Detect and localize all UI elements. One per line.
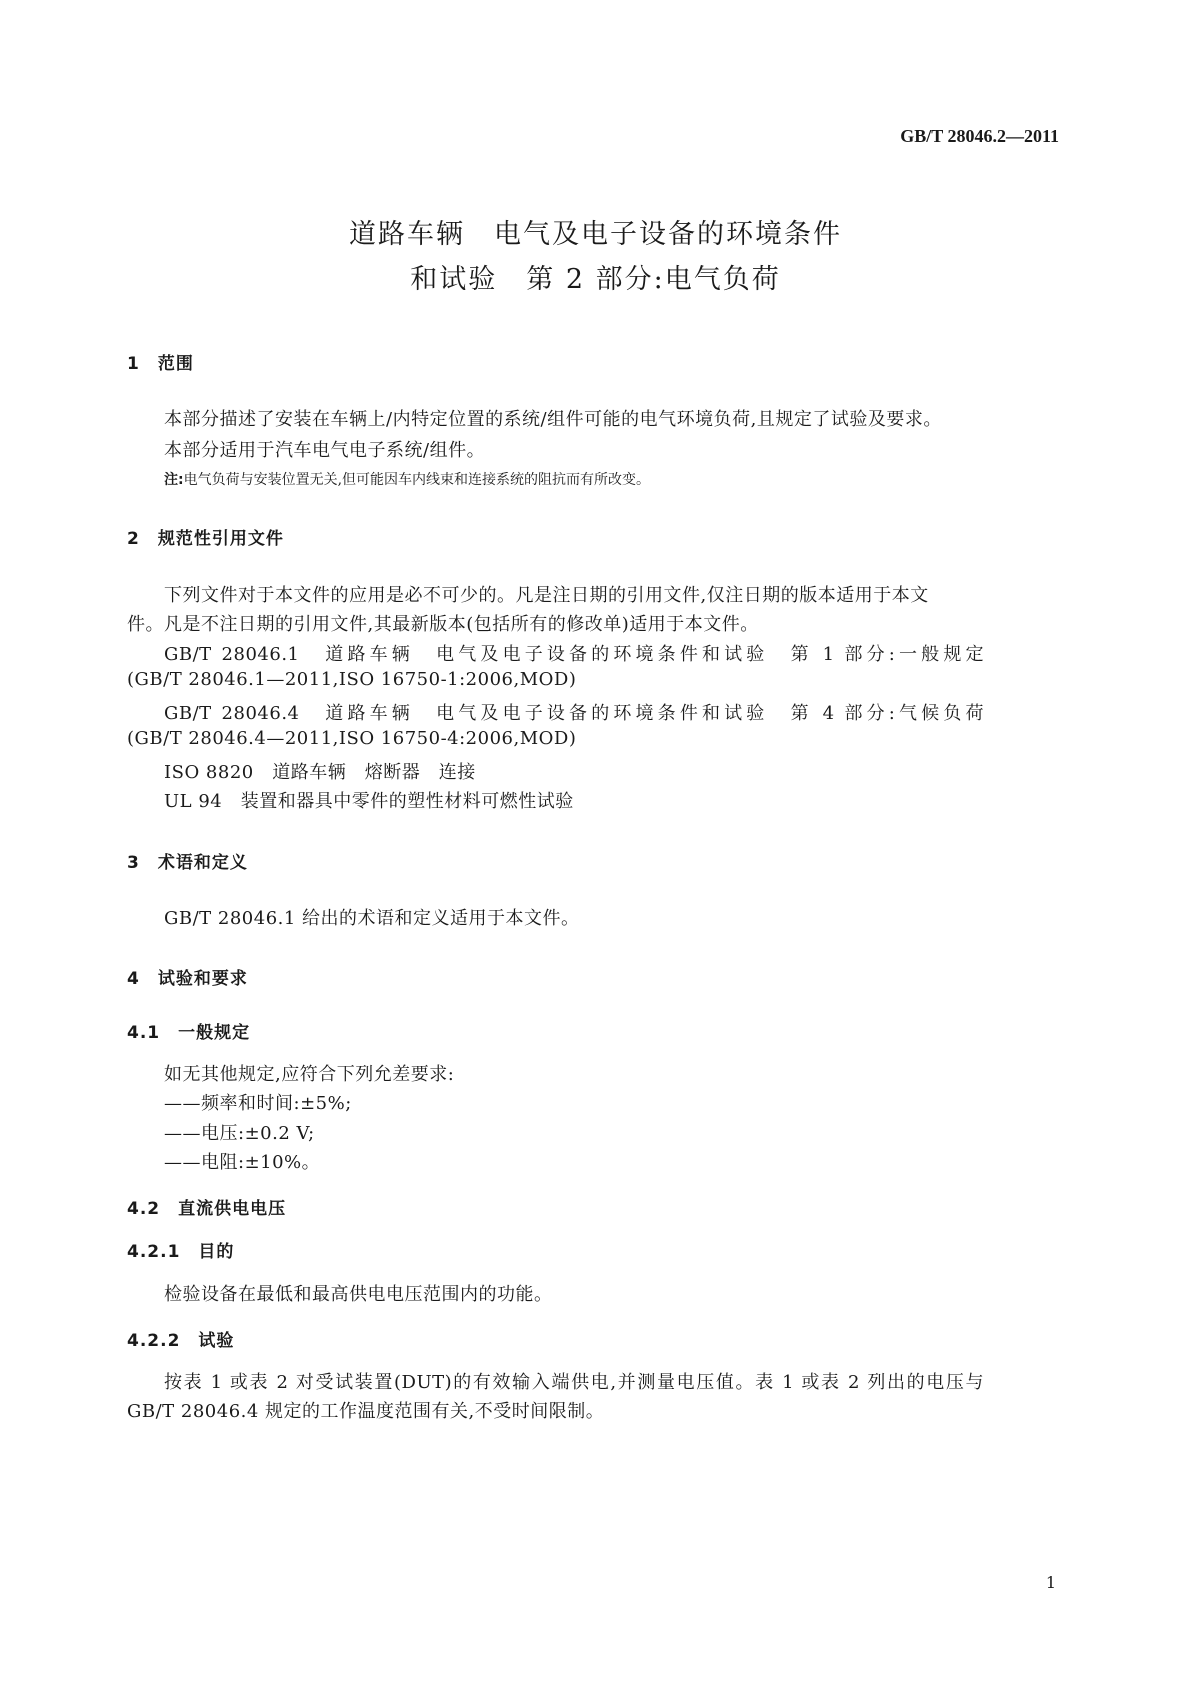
section-4-2-2-heading: 4.2.2 试验	[127, 1331, 235, 1351]
section-1-note	[164, 469, 650, 489]
section-1-heading: 1 范围	[127, 354, 194, 374]
section-4-2-2-paragraph-line-2: GB/T 28046.4 规定的工作温度范围有关,不受时间限制。	[127, 1401, 605, 1422]
section-2-paragraph-line-2: 件。凡是不注日期的引用文件,其最新版本(包括所有的修改单)适用于本文件。	[127, 614, 759, 635]
document-number: GB/T 28046.2—2011	[900, 126, 1059, 146]
tolerance-item-frequency-time: ——频率和时间:±5%;	[164, 1093, 352, 1114]
section-4-heading: 4 试验和要求	[127, 969, 248, 989]
reference-3: ISO 8820 道路车辆 熔断器 连接	[164, 762, 476, 783]
section-1-paragraph-2: 本部分适用于汽车电气电子系统/组件。	[164, 440, 486, 461]
note-label: 注:	[164, 472, 184, 488]
section-4-2-1-heading: 4.2.1 目的	[127, 1242, 235, 1262]
reference-1-line-1: GB/T 28046.1 道路车辆 电气及电子设备的环境条件和试验 第 1 部分:一般规定	[164, 644, 984, 665]
section-4-1-heading: 4.1 一般规定	[127, 1023, 251, 1043]
reference-4: UL 94 装置和器具中零件的塑性材料可燃性试验	[164, 791, 574, 812]
reference-1-line-2: (GB/T 28046.1—2011,ISO 16750-1:2006,MOD)	[127, 669, 577, 690]
section-4-2-1-paragraph: 检验设备在最低和最高供电电压范围内的功能。	[164, 1284, 553, 1305]
section-1-paragraph-1: 本部分描述了安装在车辆上/内特定位置的系统/组件可能的电气环境负荷,且规定了试验及要求。	[164, 409, 942, 430]
section-4-2-2-paragraph-line-1: 按表 1 或表 2 对受试装置(DUT)的有效输入端供电,并测量电压值。表 1 或表 2 列出的电压与	[164, 1372, 984, 1393]
tolerance-item-voltage: ——电压:±0.2 V;	[164, 1123, 315, 1144]
note-text: 电气负荷与安装位置无关,但可能因车内线束和连接系统的阻抗而有所改变。	[183, 472, 651, 488]
section-2-heading: 2 规范性引用文件	[127, 529, 284, 549]
section-4-2-heading: 4.2 直流供电电压	[127, 1199, 287, 1219]
reference-2-line-1: GB/T 28046.4 道路车辆 电气及电子设备的环境条件和试验 第 4 部分:气候负荷	[164, 703, 984, 724]
section-2-paragraph-line-1: 下列文件对于本文件的应用是必不可少的。凡是注日期的引用文件,仅注日期的版本适用于本文	[164, 585, 929, 606]
tolerance-item-resistance: ——电阻:±10%。	[164, 1152, 321, 1173]
document-title-line-2: 和试验 第 2 部分:电气负荷	[410, 264, 781, 295]
section-3-paragraph: GB/T 28046.1 给出的术语和定义适用于本文件。	[164, 908, 580, 929]
page-number: 1	[1045, 1573, 1056, 1592]
section-4-1-paragraph: 如无其他规定,应符合下列允差要求:	[164, 1064, 455, 1085]
document-title-line-1: 道路车辆 电气及电子设备的环境条件	[349, 219, 842, 250]
section-3-heading: 3 术语和定义	[127, 853, 248, 873]
reference-2-line-2: (GB/T 28046.4—2011,ISO 16750-4:2006,MOD)	[127, 728, 577, 749]
